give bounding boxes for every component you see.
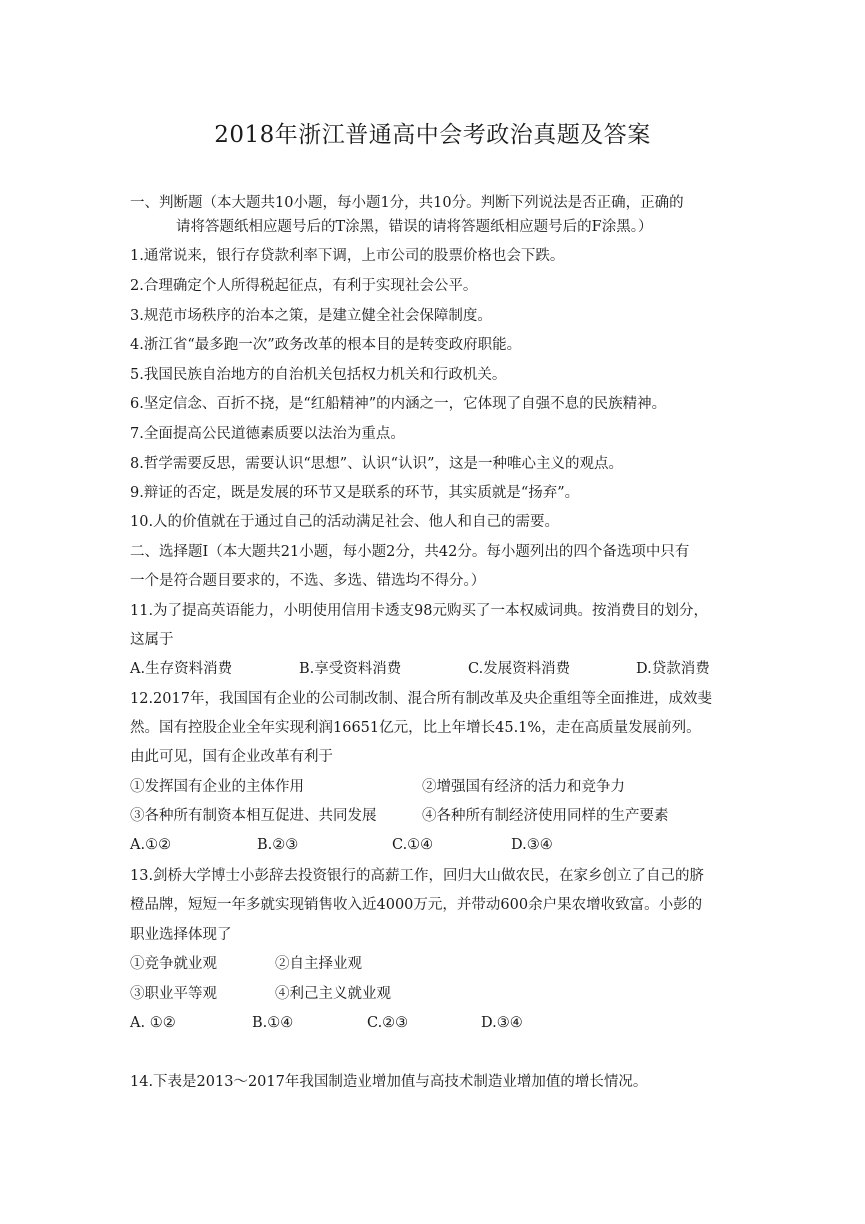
judgement-item-10: 10.人的价值就在于通过自己的活动满足社会、他人和自己的需要。 — [130, 514, 560, 530]
q13-choice-4: ④利己主义就业观 — [275, 986, 391, 1002]
page-title: 2018年浙江普通高中会考政治真题及答案 — [214, 122, 651, 148]
q12-option-d: D.③④ — [511, 837, 553, 853]
q12-choice-1: ①发挥国有企业的主体作用 — [130, 779, 304, 795]
judgement-item-9: 9.辩证的否定，既是发展的环节又是联系的环节，其实质就是“扬弃”。 — [130, 485, 580, 501]
q11-option-d: D.贷款消费 — [636, 661, 710, 677]
q11-option-c: C.发展资料消费 — [468, 661, 571, 677]
q12-option-a: A.①② — [130, 837, 172, 853]
q13-stem-line3: 职业选择体现了 — [130, 927, 232, 943]
q11-stem-line2: 这属于 — [130, 632, 174, 648]
q12-stem-line3: 由此可见，国有企业改革有利于 — [130, 749, 333, 765]
q11-option-a: A.生存资料消费 — [130, 661, 233, 677]
q12-choice-4: ④各种所有制经济使用同样的生产要素 — [422, 808, 669, 824]
judgement-item-4: 4.浙江省“最多跑一次”政务改革的根本目的是转变政府职能。 — [130, 337, 522, 353]
q12-choice-3: ③各种所有制资本相互促进、共同发展 — [130, 808, 377, 824]
q13-option-b: B.①④ — [252, 1015, 294, 1031]
q13-choice-1: ①竞争就业观 — [130, 956, 217, 972]
judgement-item-5: 5.我国民族自治地方的自治机关包括权力机关和行政机关。 — [130, 367, 507, 383]
q11-stem-line1: 11.为了提高英语能力，小明使用信用卡透支98元购买了一本权威词典。按消费目的划分， — [130, 603, 709, 619]
q12-option-c: C.①④ — [392, 837, 434, 853]
q12-option-b: B.②③ — [257, 837, 299, 853]
q12-stem-line2: 然。国有控股企业全年实现利润16651亿元，比上年增长45.1%，走在高质量发展前列。 — [130, 720, 701, 736]
q13-stem-line1: 13.剑桥大学博士小彭辞去投资银行的高薪工作，回归大山做农民，在家乡创立了自己的脐 — [130, 868, 705, 884]
judgement-item-8: 8.哲学需要反思，需要认识“思想”、认识“认识”，这是一种唯心主义的观点。 — [130, 456, 623, 472]
q13-option-d: D.③④ — [481, 1015, 523, 1031]
judgement-item-2: 2.合理确定个人所得税起征点，有利于实现社会公平。 — [130, 278, 478, 294]
judgement-item-1: 1.通常说来，银行存贷款利率下调，上市公司的股票价格也会下跌。 — [130, 248, 565, 264]
section1-header-line2: 请将答题纸相应题号后的T涂黑，错误的请将答题纸相应题号后的F涂黑。） — [176, 219, 653, 235]
q13-choice-2: ②自主择业观 — [275, 956, 362, 972]
q12-stem-line1: 12.2017年，我国国有企业的公司制改制、混合所有制改革及央企重组等全面推进，成效斐 — [130, 691, 712, 707]
q13-choice-3: ③职业平等观 — [130, 986, 217, 1002]
judgement-item-3: 3.规范市场秩序的治本之策，是建立健全社会保障制度。 — [130, 308, 492, 324]
judgement-item-7: 7.全面提高公民道德素质要以法治为重点。 — [130, 426, 405, 442]
judgement-item-6: 6.坚定信念、百折不挠，是“红船精神”的内涵之一，它体现了自强不息的民族精神。 — [130, 396, 667, 412]
q13-option-c: C.②③ — [367, 1015, 409, 1031]
q13-option-a: A. ①② — [130, 1015, 176, 1031]
section2-header-line1: 二、选择题Ⅰ（本大题共21小题，每小题2分，共42分。每小题列出的四个备选项中只有 — [130, 544, 690, 560]
section1-header-line1: 一、判断题（本大题共10小题，每小题1分，共10分。判断下列说法是否正确，正确的 — [130, 195, 684, 211]
q12-choice-2: ②增强国有经济的活力和竞争力 — [422, 779, 625, 795]
q13-stem-line2: 橙品牌，短短一年多就实现销售收入近4000万元，并带动600余户果农增收致富。小彭的 — [130, 897, 703, 913]
section2-header-line2: 一个是符合题目要求的，不选、多选、错选均不得分。） — [130, 573, 486, 589]
q14-stem-line1: 14.下表是2013～2017年我国制造业增加值与高技术制造业增加值的增长情况。 — [130, 1074, 648, 1090]
q11-option-b: B.享受资料消费 — [299, 661, 402, 677]
